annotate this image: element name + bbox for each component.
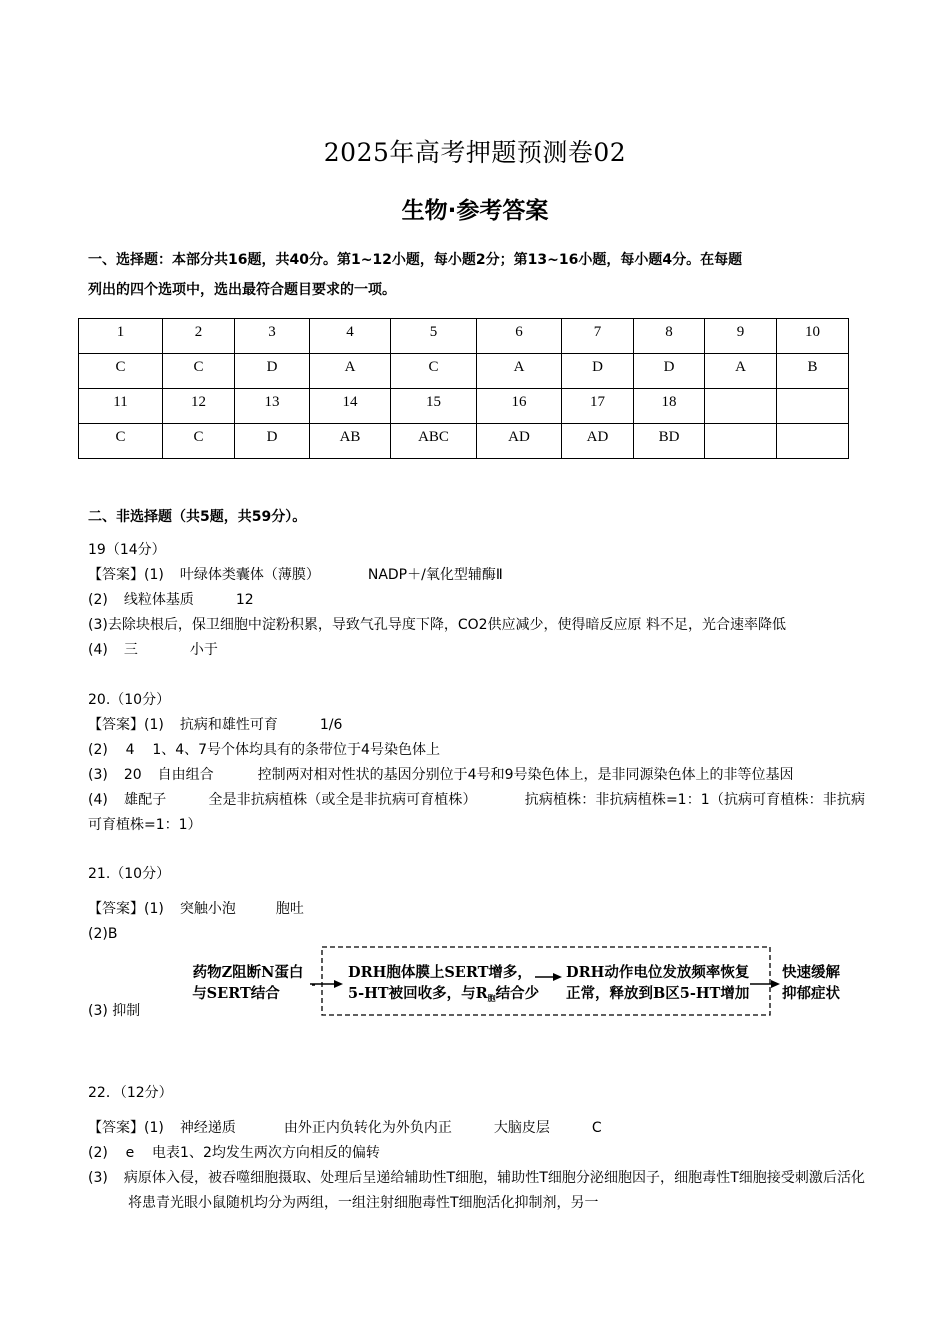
table-cell: 3 [235, 319, 310, 354]
q20-answer-4: (4) 雄配子 全是非抗病植株（或全是非抗病可育植株） 抗病植株：非抗病植株=1：1（抗病可育植株：非抗病可育植株=1：1） [88, 792, 866, 833]
flow-box3-line2: 正常，释放到B区5-HT增加 [566, 985, 750, 1002]
flow-dashed-box [322, 947, 770, 1015]
table-cell: C [163, 354, 235, 389]
table-cell: D [235, 354, 310, 389]
table-cell: 2 [163, 319, 235, 354]
q20-answer-3: (3) 20 自由组合 控制两对相对性状的基因分别位于4号和9号染色体上，是非同源染色体上的非等位基因 [88, 767, 794, 783]
table-cell: A [705, 354, 777, 389]
q21-answer-3: (3) 抑制 [88, 1003, 141, 1019]
q22-header: 22．（12分） [88, 1085, 173, 1101]
table-row [79, 354, 849, 389]
q22-answer-2: (2) e 电表1、2均发生两次方向相反的偏转 [88, 1145, 380, 1161]
flow-diagram [180, 935, 860, 1025]
table-row [79, 319, 849, 354]
table-cell: A [477, 354, 562, 389]
q22-answer-1: 【答案】(1) 神经递质 由外正内负转化为外负内正 大脑皮层 C [88, 1120, 602, 1136]
table-cell: AB [310, 424, 391, 459]
section1-heading-line1: 一、选择题：本部分共16题，共40分。第1~12小题，每小题2分；第13~16小题，每小题4分。在每题 [88, 252, 743, 268]
page-title: 2025年高考押题预测卷02 [323, 138, 627, 167]
table-cell: ABC [391, 424, 477, 459]
table-cell: 13 [235, 389, 310, 424]
table-cell [777, 389, 849, 424]
q19-answer-1: 【答案】(1) 叶绿体类囊体（薄膜） NADP＋/氧化型辅酶Ⅱ [88, 567, 503, 583]
flow-box1-line2: 与SERT结合 [192, 985, 280, 1002]
table-cell: 18 [634, 389, 705, 424]
table-cell: 14 [310, 389, 391, 424]
q21-answer-2: (2)B [88, 926, 118, 942]
table-cell: D [634, 354, 705, 389]
table-cell [705, 424, 777, 459]
table-cell [705, 389, 777, 424]
flow-box2-line1: DRH胞体膜上SERT增多， [348, 964, 532, 981]
table-cell: 12 [163, 389, 235, 424]
table-cell: 7 [562, 319, 634, 354]
flow-box4-line1: 快速缓解 [782, 964, 840, 981]
q20-answer-1: 【答案】(1) 抗病和雄性可育 1/6 [88, 717, 343, 733]
table-cell: 8 [634, 319, 705, 354]
question-20 [88, 688, 865, 838]
flow-arrowhead-3 [771, 980, 780, 988]
table-cell: C [163, 424, 235, 459]
flow-box3-line1: DRH动作电位发放频率恢复 [566, 964, 750, 981]
q19-answer-2: (2) 线粒体基质 12 [88, 592, 254, 608]
table-row [79, 389, 849, 424]
table-cell: AD [477, 424, 562, 459]
q19-answer-4: (4) 三 小于 [88, 642, 218, 658]
table-cell: C [79, 354, 163, 389]
table-cell: B [777, 354, 849, 389]
table-cell: 5 [391, 319, 477, 354]
table-cell: 4 [310, 319, 391, 354]
q20-header: 20.（10分） [88, 692, 171, 708]
table-cell: D [235, 424, 310, 459]
table-cell: 15 [391, 389, 477, 424]
table-cell: D [562, 354, 634, 389]
question-19 [88, 538, 865, 663]
table-cell: 16 [477, 389, 562, 424]
table-cell: C [79, 424, 163, 459]
q19-answer-3: (3)去除块根后，保卫细胞中淀粉积累，导致气孔导度下降，CO2供应减少，使得暗反应原 料不足，光合速率降低 [88, 617, 786, 633]
q22-answer-3: (3) 病原体入侵，被吞噬细胞摄取、处理后呈递给辅助性T细胞，辅助性T细胞分泌细胞因子，细胞毒性T细胞接受刺激后活化将患青光眼小鼠随机均分为两组，一组注射细胞毒性T细胞活化抑制剂，另一 [88, 1170, 865, 1211]
flow-box1-line1: 药物Z阻断N蛋白 [192, 964, 304, 981]
flow-arrowhead-2 [553, 973, 562, 981]
table-cell [777, 424, 849, 459]
table-row [79, 424, 849, 459]
table-cell: 1 [79, 319, 163, 354]
table-cell: BD [634, 424, 705, 459]
q21-answer-1: 【答案】(1) 突触小泡 胞吐 [88, 901, 304, 917]
table-cell: A [310, 354, 391, 389]
answer-table [78, 318, 849, 459]
table-cell: 10 [777, 319, 849, 354]
q21-header: 21.（10分） [88, 866, 171, 882]
section2-heading: 二、非选择题（共5题，共59分）。 [88, 509, 307, 525]
table-cell: 17 [562, 389, 634, 424]
section1-heading [88, 245, 873, 305]
q19-header: 19（14分） [88, 542, 166, 558]
table-cell: C [391, 354, 477, 389]
table-cell: 9 [705, 319, 777, 354]
flow-box2-line2: 5-HT被回收多，与$R_胞$结合少 [348, 985, 540, 1003]
table-cell: 6 [477, 319, 562, 354]
table-cell: 11 [79, 389, 163, 424]
flow-box4-line2: 抑郁症状 [782, 985, 840, 1002]
flow-arrowhead-1 [334, 980, 343, 988]
section1-heading-line2: 列出的四个选项中，选出最符合题目要求的一项。 [88, 282, 396, 298]
page-subtitle: 生物·参考答案 [401, 198, 549, 224]
table-cell: AD [562, 424, 634, 459]
question-22 [88, 1081, 865, 1216]
q20-answer-2: (2) 4 1、4、7号个体均具有的条带位于4号染色体上 [88, 742, 440, 758]
